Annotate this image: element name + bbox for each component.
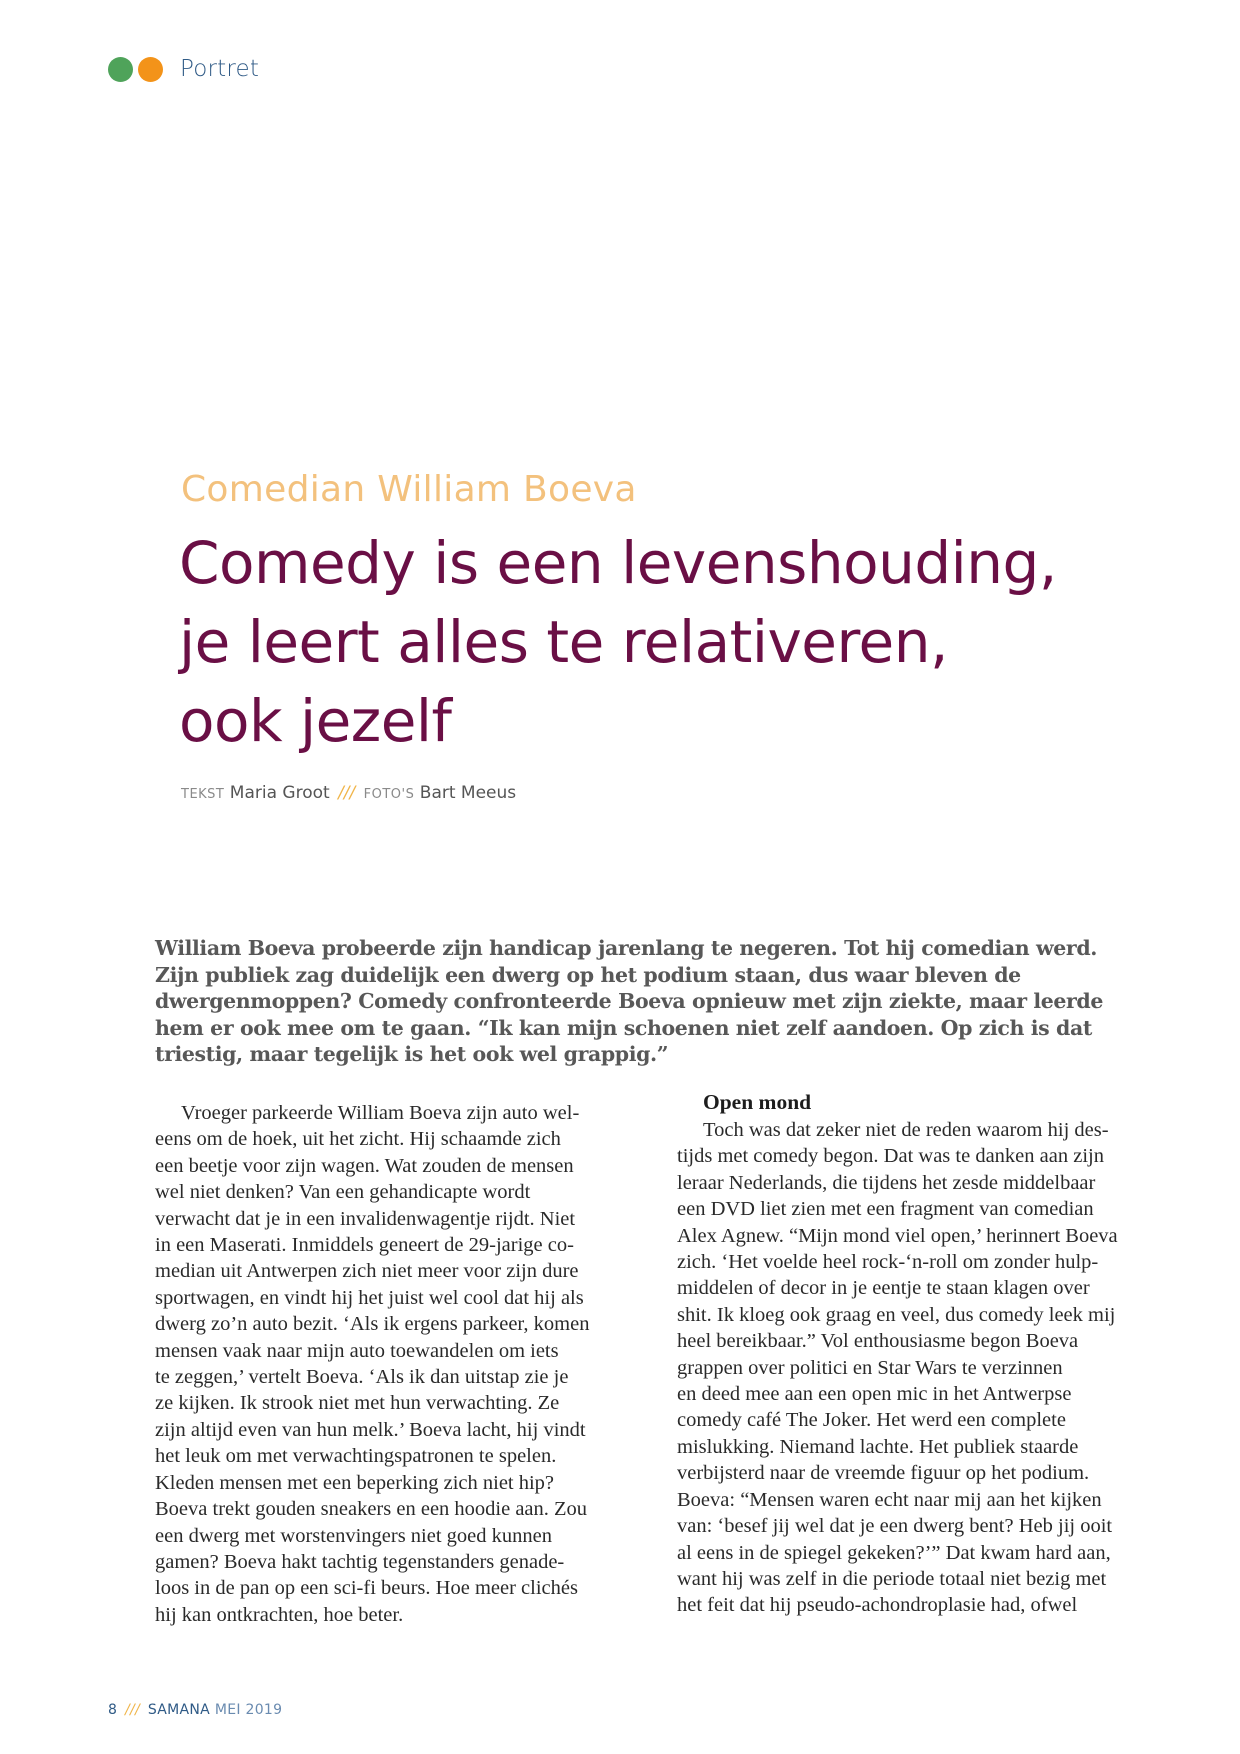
body-line: verbijsterd naar de vreemde figuur op het podium.	[677, 1462, 1090, 1485]
magazine-name: SAMANA	[147, 1702, 211, 1718]
body-line: shit. Ik kloeg ook graag en veel, dus comedy leek mij	[677, 1303, 1116, 1326]
orange-dot-icon	[138, 57, 163, 82]
page-number: 8	[108, 1702, 118, 1718]
body-line: hij kan ontkrachten, hoe beter.	[155, 1603, 404, 1626]
page-footer	[108, 1702, 282, 1718]
body-line: een DVD liet zien met een fragment van comedian	[677, 1198, 1094, 1221]
green-dot-icon	[108, 57, 133, 82]
body-line: een beetje voor zijn wagen. Wat zouden de mensen	[155, 1154, 574, 1177]
body-line: tijds met comedy begon. Dat was te danken aan zijn	[677, 1145, 1104, 1168]
body-line: van: ‘besef jij wel dat je een dwerg bent? Heb jij ooit	[677, 1515, 1113, 1538]
article-headline	[179, 524, 1179, 761]
byline-photo-label: FOTO'S	[363, 787, 415, 802]
byline-photographer: Bart Meeus	[419, 783, 517, 803]
byline-author: Maria Groot	[229, 783, 330, 803]
headline-line: Comedy is een levenshouding,	[179, 529, 1057, 597]
body-line: het leuk om met verwachtingspatronen te spelen.	[155, 1445, 557, 1468]
body-line: Toch was dat zeker niet de reden waarom hij des-	[703, 1119, 1109, 1141]
body-line: Boeva: “Mensen waren echt naar mij aan het kijken	[677, 1488, 1102, 1511]
article-subtitle: Comedian William Boeva	[181, 469, 637, 510]
body-line: verwacht dat je in een invalidenwagentje rijdt. Niet	[155, 1207, 576, 1230]
body-line: median uit Antwerpen zich niet meer voor zijn dure	[155, 1260, 579, 1283]
body-line: mensen vaak naar mijn auto toewandelen om iets	[155, 1339, 559, 1362]
body-line: loos in de pan op een sci-fi beurs. Hoe meer clichés	[155, 1577, 578, 1600]
body-line: zijn altijd even van hun melk.’ Boeva lacht, hij vindt	[155, 1418, 586, 1441]
body-line: in een Maserati. Inmiddels geneert de 29-jarige co-	[155, 1234, 574, 1257]
body-line: zich. ‘Het voelde heel rock-‘n-roll om zonder hulp-	[677, 1251, 1099, 1274]
body-line: dwerg zo’n auto bezit. ‘Als ik ergens parkeer, komen	[155, 1313, 590, 1336]
body-line: eens om de hoek, uit het zicht. Hij schaamde zich	[155, 1128, 561, 1151]
footer-separator: ///	[124, 1702, 141, 1718]
article-intro: William Boeva probeerde zijn handicap jarenlang te negeren. Tot hij comedian werd. Zijn publiek zag duidelijk een dwerg op het podium staan, dus waar bleven de dwergenmoppen? Comedy confronteerde Boeva opnieuw met zijn ziekte, maar leerde hem er ook mee om te gaan. “Ik kan mijn schoenen niet zelf aandoen. Op zich is dat triestig, maar tegelijk is het ook wel grappig.”	[155, 936, 1104, 1066]
body-line: grappen over politici en Star Wars te verzinnen	[677, 1356, 1063, 1379]
body-line: het feit dat hij pseudo-achondroplasie had, ofwel	[677, 1594, 1078, 1617]
body-line: mislukking. Niemand lachte. Het publiek staarde	[677, 1435, 1079, 1458]
issue-date: MEI 2019	[214, 1702, 283, 1718]
body-line: te zeggen,’ vertelt Boeva. ‘Als ik dan uitstap zie je	[155, 1366, 569, 1389]
byline-separator: ///	[338, 783, 356, 803]
body-line: Boeva trekt gouden sneakers en een hoodie aan. Zou	[155, 1498, 588, 1521]
body-line: want hij was zelf in die periode totaal niet bezig met	[677, 1567, 1107, 1590]
body-line: middelen of decor in je eentje te staan klagen over	[677, 1277, 1090, 1300]
headline-line: ook jezelf	[179, 687, 452, 755]
body-line: al eens in de spiegel gekeken?’” Dat kwam hard aan,	[677, 1541, 1111, 1564]
body-line: Kleden mensen met een beperking zich niet hip?	[155, 1471, 555, 1494]
byline	[181, 783, 516, 803]
body-column-left	[155, 1100, 645, 1628]
body-line: comedy café The Joker. Het werd een complete	[677, 1409, 1066, 1432]
section-name: Portret	[180, 56, 260, 82]
body-line: Alex Agnew. “Mijn mond viel open,’ herinnert Boeva	[677, 1224, 1118, 1247]
body-paragraph	[677, 1117, 1167, 1619]
section-label	[108, 56, 259, 82]
body-line: ze kijken. Ik strook niet met hun verwachting. Ze	[155, 1392, 560, 1415]
body-line: leraar Nederlands, die tijdens het zesde middelbaar	[677, 1171, 1096, 1194]
section-heading: Open mond	[703, 1090, 812, 1114]
headline-line: je leert alles te relativeren,	[179, 608, 948, 676]
byline-text-label: TEKST	[181, 787, 225, 802]
body-column-right	[677, 1089, 1167, 1619]
body-line: een dwerg met worstenvingers niet goed kunnen	[155, 1524, 552, 1547]
body-line: gamen? Boeva hakt tachtig tegenstanders genade-	[155, 1550, 565, 1573]
body-paragraph	[155, 1100, 645, 1628]
body-line: heel bereikbaar.” Vol enthousiasme begon Boeva	[677, 1330, 1079, 1353]
body-line: sportwagen, en vindt hij het juist wel cool dat hij als	[155, 1286, 584, 1309]
body-line: wel niet denken? Van een gehandicapte wordt	[155, 1181, 531, 1204]
body-line: Vroeger parkeerde William Boeva zijn auto wel-	[181, 1102, 580, 1124]
body-line: en deed mee aan een open mic in het Antwerpse	[677, 1383, 1072, 1406]
